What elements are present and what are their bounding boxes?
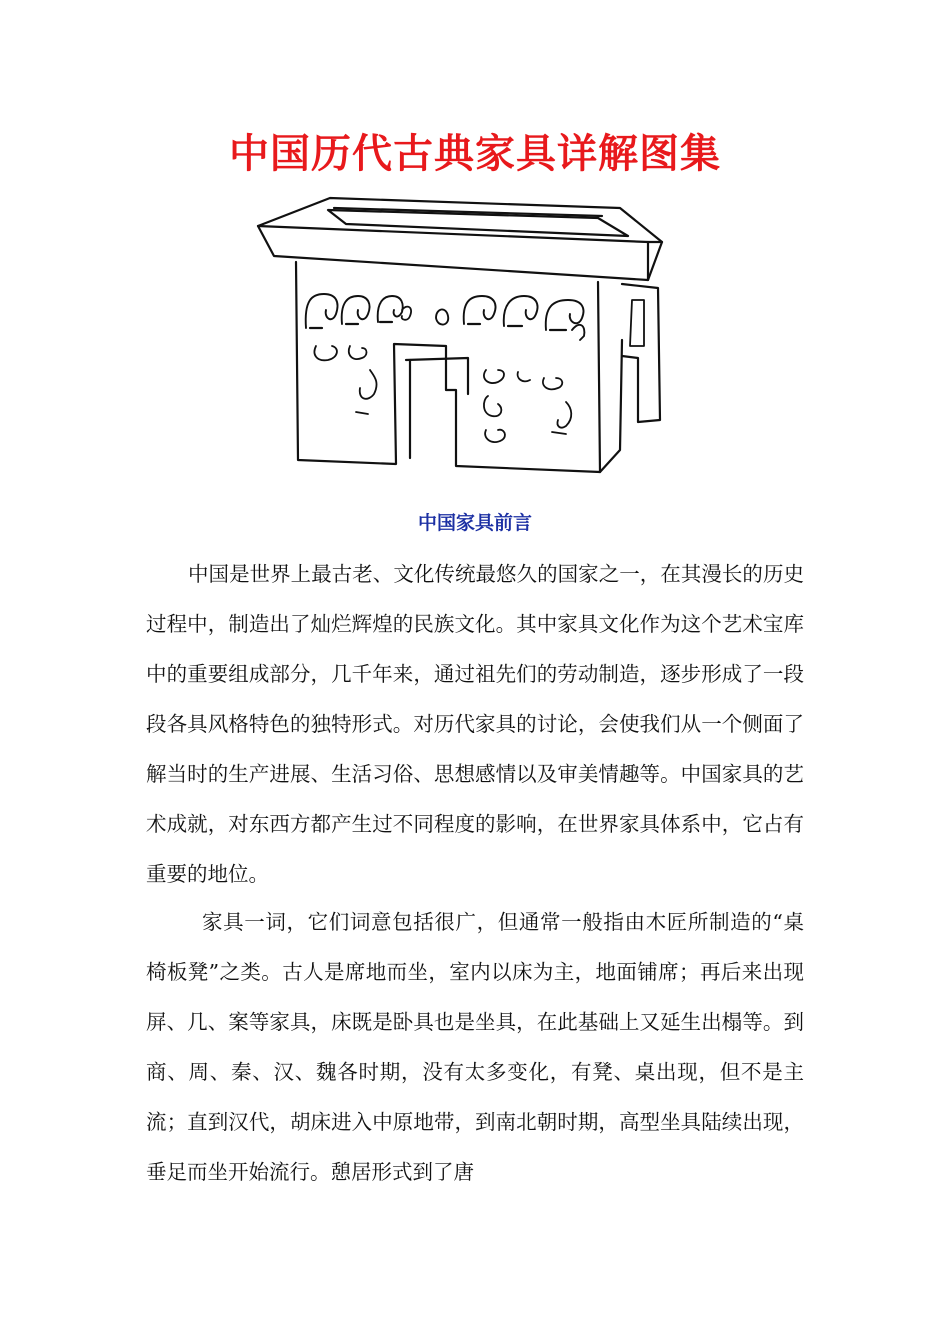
body-paragraph: 中国是世界上最古老、文化传统最悠久的国家之一，在其漫长的历史过程中，制造出了灿烂辉煌的民族文化。其中家具文化作为这个艺术宝库中的重要组成部分，几千年来，通过祖先们的劳动制造，逐步形成了一段段各具风格特色的独特形式。对历代家具的讨论，会使我们从一个侧面了解当时的生产进展、生活习俗、思想感情以及审美情趣等。中国家具的艺术成就，对东西方都产生过不同程度的影响，在世界家具体系中，它占有重要的地位。 — [146, 562, 804, 886]
ancient-table-illustration — [250, 190, 680, 480]
body-paragraph: 家具一词，它们词意包括很广，但通常一般指由木匠所制造的“桌椅板凳”之类。古人是席地而坐，室内以床为主，地面铺席；再后来出现屏、几、案等家具，床既是卧具也是坐具，在此基础上又延生出榻等。到商、周、秦、汉、魏各时期，没有太多变化，有凳、桌出现，但不是主流；直到汉代，胡床进入中原地带，到南北朝时期，高型坐具陆续出现，垂足而坐开始流行。憩居形式到了唐 — [146, 910, 804, 1184]
page-title: 中国历代古典家具详解图集 — [229, 131, 721, 177]
section-heading: 中国家具前言 — [417, 512, 532, 534]
